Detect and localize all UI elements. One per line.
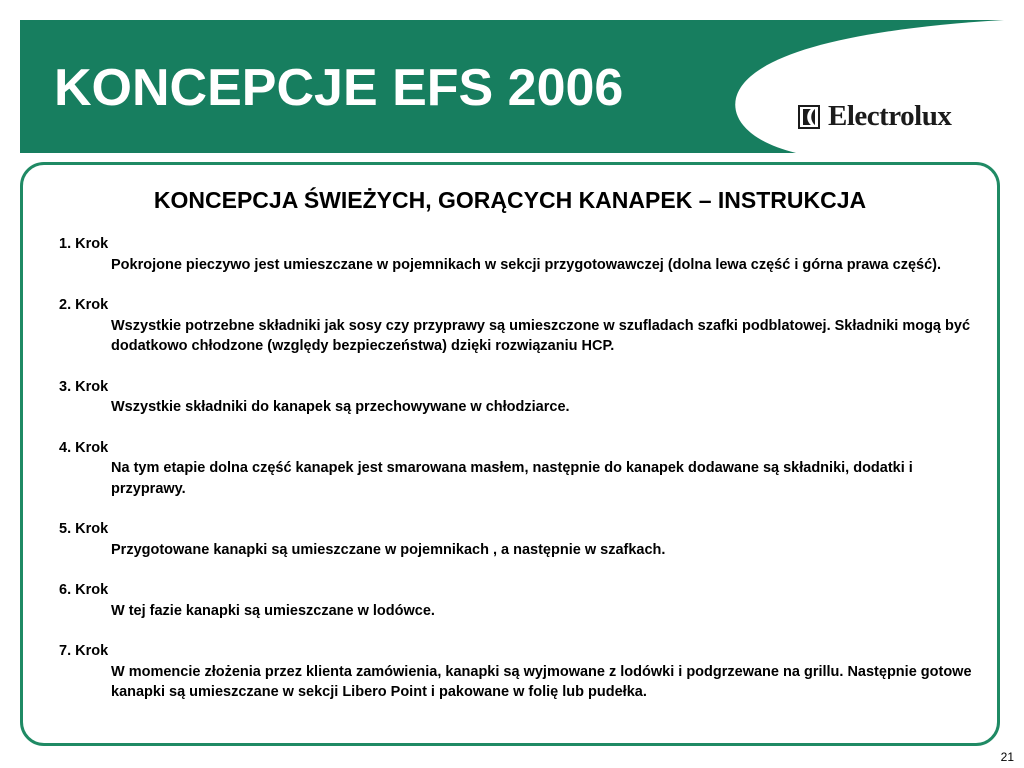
step-item: [59, 377, 979, 418]
step-item: [59, 438, 979, 500]
step-label: 3. Krok: [59, 378, 109, 395]
step-label: 1. Krok: [59, 236, 109, 252]
step-item: [59, 641, 979, 703]
header-swoosh-shape: [726, 20, 1004, 153]
step-item: [59, 580, 979, 621]
electrolux-logo-icon: [798, 105, 820, 129]
step-text: Wszystkie składniki do kanapek są przechowywane w chłodziarce.: [111, 399, 570, 415]
step-text: Pokrojone pieczywo jest umieszczane w pojemnikach w sekcji przygotowawczej (dolna lewa część i górna prawa część).: [111, 256, 941, 273]
electrolux-logo: [798, 102, 951, 131]
page-number: 21: [1000, 750, 1014, 764]
step-item: [59, 295, 979, 357]
step-text: Wszystkie potrzebne składniki jak sosy czy przyprawy są umieszczone w szufladach szafki podblatowej. Składniki mogą być dodatkowo chłodzone (względy bezpieczeństwa) dzięki rozwiązaniu HCP.: [111, 317, 971, 354]
section-title: KONCEPCJA ŚWIEŻYCH, GORĄCYCH KANAPEK – INSTRUKCJA: [153, 187, 867, 213]
brand-name: Electrolux: [828, 100, 952, 132]
step-text: Przygotowane kanapki są umieszczane w pojemnikach , a następnie w szafkach.: [111, 541, 666, 558]
content-frame: [20, 162, 1000, 746]
header-band: [20, 20, 1004, 153]
step-label: 4. Krok: [59, 439, 109, 456]
step-label: 7. Krok: [59, 643, 109, 659]
step-text: W tej fazie kanapki są umieszczane w lodówce.: [111, 602, 435, 619]
step-text: W momencie złożenia przez klienta zamówienia, kanapki są wyjmowane z lodówki i podgrzewane na grillu. Następnie gotowe kanapki są umieszczane w sekcji Libero Point i pakowane w folię lub pudełka.: [111, 663, 972, 700]
step-label: 6. Krok: [59, 582, 109, 598]
step-text: Na tym etapie dolna część kanapek jest smarowana masłem, następnie do kanapek dodawane są składniki, dodatki i przyprawy.: [111, 460, 913, 497]
step-item: [59, 234, 979, 275]
slide-title: KONCEPCJE EFS 2006: [54, 59, 624, 117]
step-label: 2. Krok: [59, 297, 109, 313]
step-item: [59, 519, 979, 560]
steps-list: [59, 234, 979, 723]
step-label: 5. Krok: [59, 521, 109, 537]
